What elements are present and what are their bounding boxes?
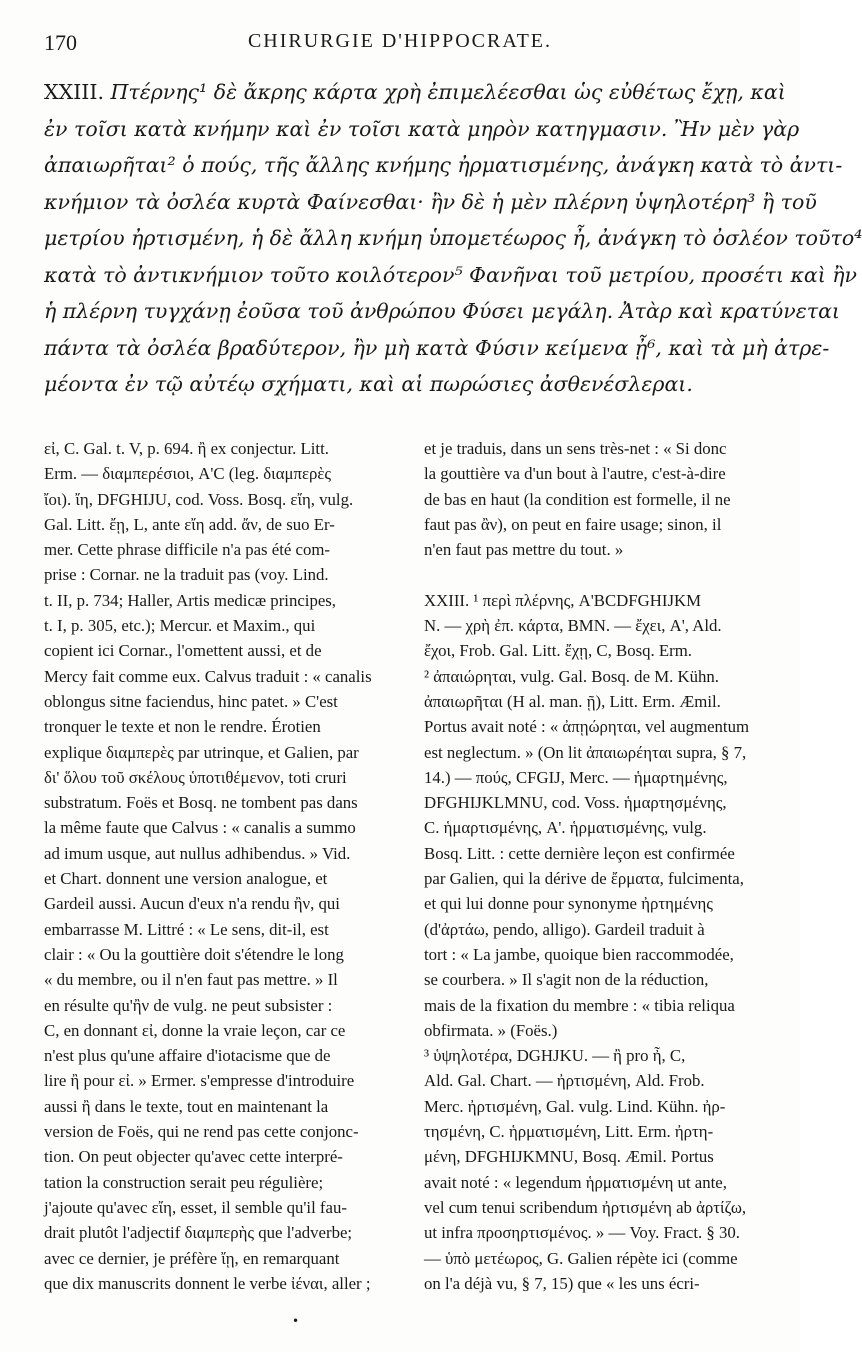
footnote-line: τησμένη, C. ἡρματισμένη, Litt. Erm. ἠρτη- (424, 1122, 714, 1142)
footnote-line: μένη, DFGHIJKMNU, Bosq. Æmil. Portus (424, 1147, 714, 1167)
footnote-line: avait noté : « legendum ἡρματισμένη ut ante, (424, 1172, 727, 1192)
footnote-line: et je traduis, dans un sens très-net : « Si donc (424, 439, 727, 458)
footnote-line: se courbera. » Il s'agit non de la réduction, (424, 970, 709, 990)
footnote-line: que dix manuscrits donnent le verbe ἰέναι, aller ; (44, 1273, 371, 1293)
footnote-line: Merc. ἠρτισμένη, Gal. vulg. Lind. Kühn. ἠρ- (424, 1096, 726, 1116)
footnote-line: et Chart. donnent une version analogue, et (44, 869, 328, 889)
footnote-line: tation la construction serait peu régulière; (44, 1172, 324, 1192)
footnote-line: ἀπαιωρῆται (H al. man. ῇ), Litt. Erm. Æmil. (424, 691, 721, 711)
footnote-line: ἔχοι, Frob. Gal. Litt. ἔχῃ, C, Bosq. Erm. (424, 641, 692, 661)
greek-line: ἡ πλέρνη τυγχάνῃ ἐοῦσα τοῦ ἀνθρώπου Φύσει μεγάλη. Ἀτὰρ καὶ κρατύνεται (44, 299, 840, 323)
footnote-line: Gal. Litt. ἔῃ, L, ante εἴη add. ἄν, de suo Er- (44, 514, 335, 534)
footnote-line: faut pas ἂν), on peut en faire usage; sinon, il (424, 514, 722, 534)
footnote-line: par Galien, qui la dérive de ἔρματα, fulcimenta, (424, 869, 744, 889)
footnote-line: ³ ὑψηλοτέρα, DGHJKU. — ἢ pro ἦ, C, (424, 1046, 686, 1066)
footnote-line: version de Foës, qui ne rend pas cette conjonc- (44, 1122, 359, 1142)
footnote-line: tronquer le texte et non le rendre. Érotien (44, 717, 321, 737)
footnote-line: avec ce dernier, je préfère ἴῃ, en remarquant (44, 1248, 340, 1268)
greek-line: XXIII. Πτέρνης¹ δὲ ἄκρης κάρτα χρὴ ἐπιμελέεσθαι ὡς εὐθέτως ἔχῃ, καὶ (44, 80, 786, 104)
footnote-line: « du membre, ou il n'en faut pas mettre. » Il (44, 970, 338, 990)
footnote-line: prise : Cornar. ne la traduit pas (voy. Lind. (44, 565, 329, 585)
footnote-line: mer. Cette phrase difficile n'a pas été com- (44, 540, 331, 560)
footnote-line: ad imum usque, aut nullus adhibendus. » Vid. (44, 843, 351, 863)
greek-line: πάντα τὰ ὀσλέα βραδύτερον, ἢν μὴ κατὰ Φύσιν κείμενα ᾖ⁶, καὶ τὰ μὴ ἀτρε- (44, 335, 830, 360)
running-title: CHIRURGIE D'HIPPOCRATE. (247, 30, 553, 52)
footnote-line: en résulte qu'ἢν de vulg. ne peut subsister : (44, 995, 333, 1015)
footnote-line: tion. On peut objecter qu'avec cette interpré- (44, 1147, 343, 1167)
footnote-line: ut infra προσηρτισμένος. » — Voy. Fract. § 30. (424, 1223, 740, 1243)
footnote-line: N. — χρὴ ἐπ. κάρτα, BMN. — ἔχει, A', Ald. (424, 616, 722, 636)
greek-line: μετρίου ἠρτισμένη, ἡ δὲ ἄλλη κνήμη ὑπομετέωρος ἦ, ἀνάγκη τὸ ὀσλέον τοῦτο⁴ (44, 226, 862, 250)
footnotes-left-column (44, 436, 382, 1296)
footnote-line: Ald. Gal. Chart. — ἠρτισμένη, Ald. Frob. (424, 1071, 705, 1091)
footnote-line: n'en faut pas mettre du tout. » (424, 540, 624, 560)
section-number: XXIII. (44, 80, 104, 104)
greek-line: μέοντα ἐν τῷ αὐτέῳ σχήματι, καὶ αἱ πωρώσιες ἀσθενέσλεραι. (44, 372, 693, 396)
footer-mark: • (292, 1314, 300, 1328)
footnote-line: (d'ἀρτάω, pendo, alligo). Gardeil traduit à (424, 919, 705, 939)
greek-line: ἀπαιωρῆται² ὁ πούς, τῆς ἄλλης κνήμης ἠρματισμένης, ἀνάγκη κατὰ τὸ ἀντι- (44, 153, 843, 177)
footnote-line: vel cum tenui scribendum ἠρτισμένη ab ἀρτίζω, (424, 1197, 747, 1217)
footnote-line: t. II, p. 734; Haller, Artis medicæ principes, (44, 590, 337, 610)
greek-text-section (44, 74, 862, 403)
footnote-line: oblongus sitne faciendus, hinc patet. » C'est (44, 691, 338, 711)
footnote-line: ἴοι). ἴη, DFGHIJU, cod. Voss. Bosq. εἴη, vulg. (44, 489, 354, 509)
footnote-line: Bosq. Litt. : cette dernière leçon est confirmée (424, 843, 735, 863)
footnote-line: XXIII. ¹ περὶ πλέρνης, A'BCDFGHIJKM (424, 590, 702, 610)
footnote-line: embarrasse M. Littré : « Le sens, dit-il, est (44, 919, 329, 939)
footnote-line: ² ἀπαιώρηται, vulg. Gal. Bosq. de M. Kühn. (424, 666, 720, 686)
footnote-line: et qui lui donne pour synonyme ἠρτημένης (424, 894, 713, 914)
greek-line: κατὰ τὸ ἀντικνήμιον τοῦτο κοιλότερον⁵ Φανῆναι τοῦ μετρίου, προσέτι καὶ ἢν (44, 262, 858, 287)
footnote-line: — ὑπὸ μετέωρος, G. Galien répète ici (comme (424, 1248, 738, 1268)
footnote-line: δι' ὅλου τοῦ σκέλους ὑποτιθέμενον, toti cruri (44, 767, 347, 787)
footnote-line: obfirmata. » (Foës.) (424, 1020, 558, 1040)
paragraph-gap (424, 562, 762, 587)
greek-line: κνήμιον τὰ ὀσλέα κυρτὰ Φαίνεσθαι· ἢν δὲ ἡ μὲν πλέρνη ὑψηλοτέρη³ ἢ τοῦ (44, 189, 817, 214)
footnote-line: copient ici Cornar., l'omettent aussi, et de (44, 641, 322, 661)
footnote-line: Mercy fait comme eux. Calvus traduit : « canalis (44, 666, 372, 686)
footnote-line: εἰ, C. Gal. t. V, p. 694. ἢ ex conjectur. Litt. (44, 439, 329, 458)
footnote-line: C. ἡμαρτισμένης, A'. ἡρματισμένης, vulg. (424, 818, 707, 838)
footnote-line: Gardeil aussi. Aucun d'eux n'a rendu ἢν, qui (44, 894, 340, 914)
footnote-line: C, en donnant εἰ, donne la vraie leçon, car ce (44, 1020, 346, 1040)
footnote-line: DFGHIJKLMNU, cod. Voss. ἡμαρτησμένης, (424, 793, 727, 813)
footnote-line: explique διαμπερὲς par utrinque, et Galien, par (44, 742, 359, 762)
footnote-line: mais de la fixation du membre : « tibia reliqua (424, 995, 735, 1015)
footnote-line: on l'a déjà vu, § 7, 15) que « les uns écri- (424, 1273, 700, 1293)
footnote-line: aussi ἢ dans le texte, tout en maintenant la (44, 1096, 329, 1116)
footnote-line: Erm. — διαμπερέσιοι, A'C (leg. διαμπερὲς (44, 464, 332, 484)
footnote-line: clair : « Ou la gouttière doit s'étendre le long (44, 944, 344, 964)
footnote-line: drait plutôt l'adjectif διαμπερὴς que l'adverbe; (44, 1223, 353, 1243)
footnote-line: tort : « La jambe, quoique bien raccommodée, (424, 944, 734, 964)
footnotes-right-column (424, 436, 762, 1296)
footnote-line: la même faute que Calvus : « canalis a summo (44, 818, 356, 838)
footnote-line: la gouttière va d'un bout à l'autre, c'est-à-dire (424, 464, 726, 484)
footnote-line: t. I, p. 305, etc.); Mercur. et Maxim., qui (44, 616, 316, 636)
footnotes-area (44, 436, 760, 1326)
footnote-line: de bas en haut (la condition est formelle, il ne (424, 489, 731, 509)
page-number: 170 (44, 30, 77, 55)
footnote-line: 14.) — πούς, CFGIJ, Merc. — ἡμαρτημένης, (424, 767, 728, 787)
footnote-line: est neglectum. » (On lit ἀπαιωρέηται supra, § 7, (424, 742, 747, 762)
footnote-line: Portus avait noté : « ἀπῃώρηται, vel augmentum (424, 717, 750, 737)
page-header (44, 30, 756, 64)
footnote-line: substratum. Foës et Bosq. ne tombent pas dans (44, 793, 358, 813)
footnote-line: n'est plus qu'une affaire d'iotacisme que de (44, 1046, 331, 1066)
footnote-line: lire ἢ pour εἰ. » Ermer. s'empresse d'introduire (44, 1071, 355, 1091)
footnote-line: j'ajoute qu'avec εἴη, esset, il semble qu'il fau- (44, 1197, 347, 1217)
greek-line: ἐν τοῖσι κατὰ κνήμην καὶ ἐν τοῖσι κατὰ μηρὸν κατηγμασιν. Ἢν μὲν γὰρ (44, 116, 800, 141)
